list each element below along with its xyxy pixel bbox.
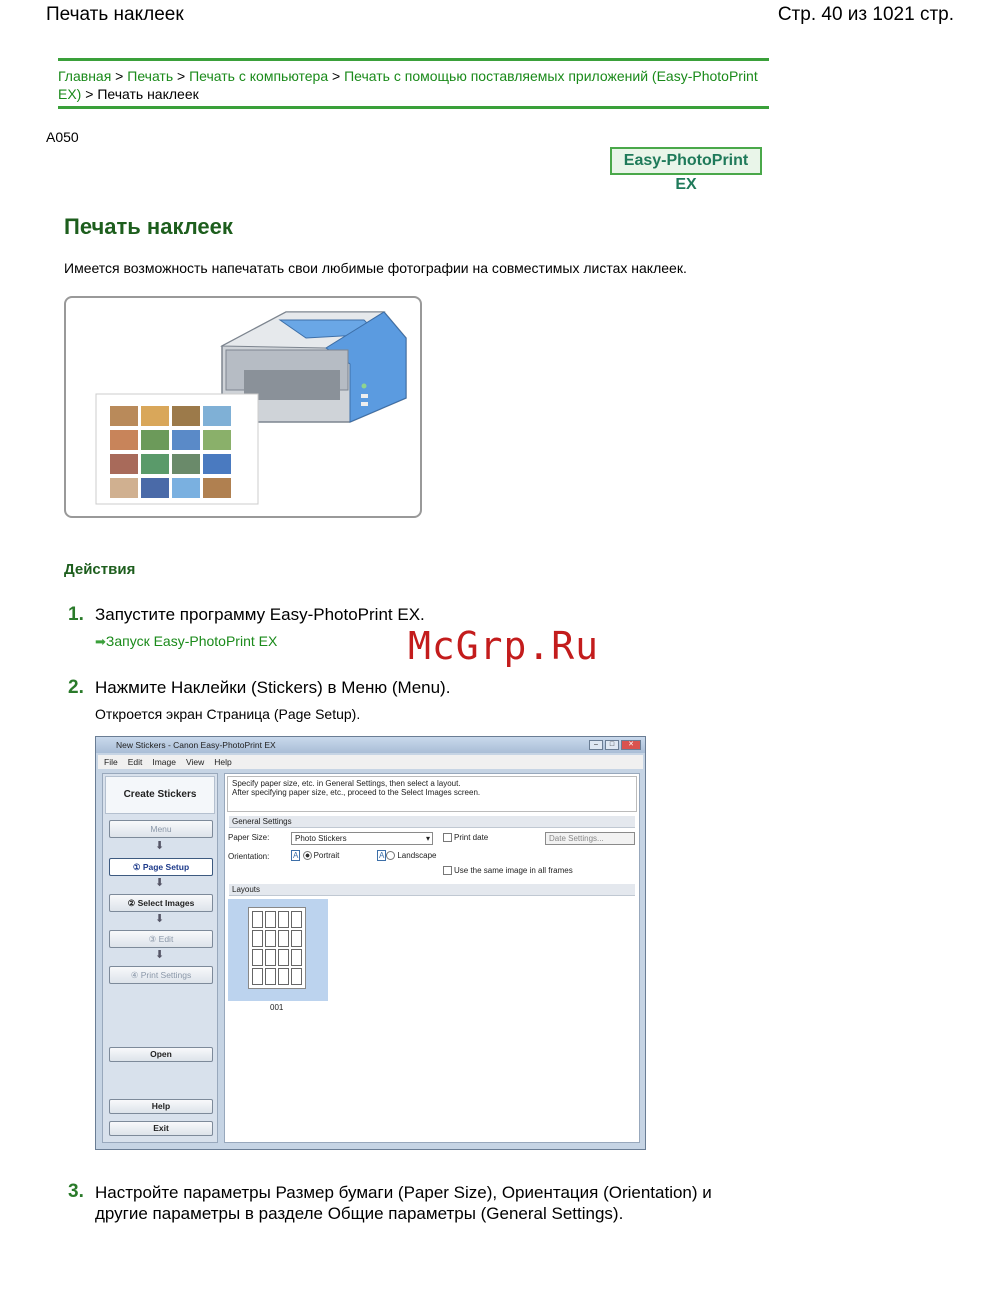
portrait-radio[interactable] (291, 851, 339, 861)
print-date-label: Print date (454, 833, 489, 842)
exit-button[interactable]: Exit (109, 1121, 213, 1136)
step-2-number: 2. (68, 677, 84, 698)
intro-text: Имеется возможность напечатать свои любимые фотографии на совместимых листах наклеек. (64, 260, 687, 276)
open-button[interactable]: Open (109, 1047, 213, 1062)
layout-id-label: 001 (270, 1003, 284, 1012)
breadcrumb (58, 58, 769, 109)
step-3-number: 3. (68, 1181, 84, 1202)
breadcrumb-sep: > (328, 68, 345, 84)
info-line-2: After specifying paper size, etc., proceed to the Select Images screen. (232, 788, 481, 797)
window-title: New Stickers - Canon Easy-PhotoPrint EX (96, 737, 645, 753)
step-1-number: 1. (68, 604, 84, 625)
printer-sticker-sheet-image (66, 298, 420, 516)
menu-view[interactable]: View (185, 757, 205, 767)
arrow-down-icon: ⬇ (155, 949, 165, 961)
breadcrumb-current: Печать наклеек (97, 86, 199, 102)
arrow-right-icon: ➡ (95, 634, 106, 649)
close-icon[interactable]: ✕ (621, 740, 641, 750)
doc-code: A050 (46, 129, 79, 145)
same-image-checkbox[interactable] (443, 866, 573, 876)
step-1-link-row (95, 633, 277, 651)
same-image-label: Use the same image in all frames (454, 866, 573, 875)
layout-grid-preview (248, 907, 306, 989)
print-date-checkbox[interactable] (443, 833, 488, 843)
page-header-title: Печать наклеек (46, 4, 184, 25)
watermark: McGrp.Ru (408, 624, 600, 668)
step-3-text: Настройте параметры Размер бумаги (Paper Size), Ориентация (Orientation) и другие параметры в разделе Общие параметры (General Settings). (95, 1183, 712, 1223)
page-setup-button[interactable]: ① Page Setup (109, 858, 213, 876)
breadcrumb-print[interactable]: Печать (127, 68, 174, 84)
breadcrumb-home[interactable]: Главная (58, 68, 112, 84)
breadcrumb-sep: > (111, 68, 128, 84)
menu-help[interactable]: Help (214, 757, 232, 767)
radio-icon (303, 851, 312, 860)
layout-thumbnail-001[interactable] (228, 899, 328, 1001)
landscape-radio[interactable] (377, 851, 437, 861)
menu-edit[interactable]: Edit (127, 757, 143, 767)
checkbox-icon (443, 833, 452, 842)
paper-size-select[interactable] (291, 832, 433, 845)
radio-icon (386, 851, 395, 860)
maximize-icon[interactable]: □ (605, 740, 619, 750)
date-settings-button[interactable]: Date Settings... (545, 832, 635, 845)
app-badge: Easy-PhotoPrint EX (610, 147, 762, 175)
print-settings-button[interactable]: ④ Print Settings (109, 966, 213, 984)
landscape-label: Landscape (397, 851, 437, 860)
portrait-icon: A (293, 851, 299, 860)
create-stickers-heading: Create Stickers (105, 776, 215, 814)
paper-size-value: Photo Stickers (295, 834, 347, 843)
arrow-down-icon: ⬇ (155, 840, 165, 852)
section-heading: Действия (64, 561, 136, 578)
step-1-text: Запустите программу Easy-PhotoPrint EX. (95, 605, 425, 624)
minimize-icon[interactable]: – (589, 740, 603, 750)
arrow-down-icon: ⬇ (155, 913, 165, 925)
arrow-down-icon: ⬇ (155, 877, 165, 889)
menu-bar (98, 755, 643, 769)
breadcrumb-bundled-apps[interactable]: Печать с помощью поставляемых приложений (Easy-PhotoPrint EX) (58, 68, 758, 102)
page-title: Печать наклеек (64, 214, 233, 239)
checkbox-icon (443, 866, 452, 875)
menu-file[interactable]: File (104, 757, 118, 767)
link-launch-app[interactable]: Запуск Easy-PhotoPrint EX (105, 633, 278, 649)
step-2-sub: Откроется экран Страница (Page Setup). (95, 706, 361, 722)
breadcrumb-sep: > (173, 68, 190, 84)
page-counter: Стр. 40 из 1021 стр. (777, 4, 954, 25)
orientation-label: Orientation: (228, 852, 270, 861)
breadcrumb-sep: > (81, 86, 98, 102)
menu-button[interactable]: Menu (109, 820, 213, 838)
app-window-screenshot (95, 736, 646, 1150)
edit-button[interactable]: ③ Edit (109, 930, 213, 948)
left-nav-panel (102, 773, 218, 1143)
select-images-button[interactable]: ② Select Images (109, 894, 213, 912)
general-settings-heading: General Settings (229, 816, 635, 828)
menu-image[interactable]: Image (152, 757, 176, 767)
dropdown-arrow-icon: ▾ (425, 834, 430, 843)
main-panel (224, 773, 640, 1143)
step-2-text: Нажмите Наклейки (Stickers) в Меню (Menu). (95, 678, 451, 697)
window-controls (589, 740, 641, 750)
portrait-label: Portrait (313, 851, 340, 860)
paper-size-label: Paper Size: (228, 833, 270, 842)
landscape-icon: A (379, 851, 385, 860)
info-line-1: Specify paper size, etc. in General Settings, then select a layout. (232, 779, 461, 788)
layouts-heading: Layouts (229, 884, 635, 896)
help-button[interactable]: Help (109, 1099, 213, 1114)
info-box (227, 776, 637, 812)
printer-illustration (64, 296, 422, 518)
breadcrumb-print-from-pc[interactable]: Печать с компьютера (189, 68, 329, 84)
